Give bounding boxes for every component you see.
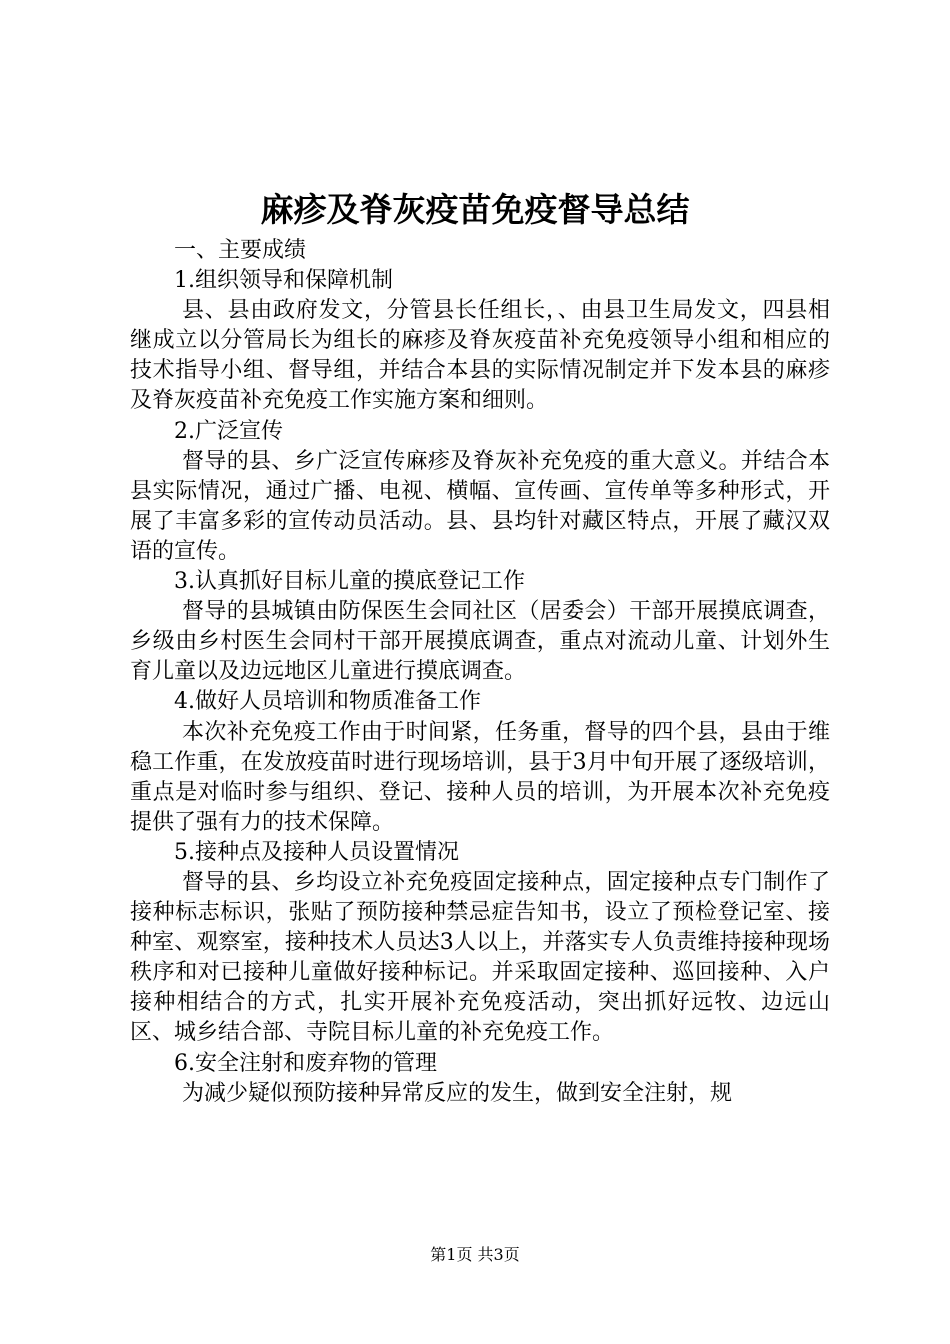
subsection-heading: 2.广泛宣传 bbox=[174, 418, 283, 444]
paragraph: 本次补充免疫工作由于时间紧，任务重，督导的四个县，县由于维稳工作重，在发放疫苗时进行现场培训，县于3月中旬开展了逐级培训，重点是对临时参与组织、登记、接种人员的培训，为开展本次补充免疫提供了强有力的技术保障。 bbox=[130, 719, 830, 835]
subsection-heading: 4.做好人员培训和物质准备工作 bbox=[174, 689, 481, 715]
paragraph: 督导的县城镇由防保医生会同社区（居委会）干部开展摸底调查，乡级由乡村医生会同村干部开展摸底调查，重点对流动儿童、计划外生育儿童以及边远地区儿童进行摸底调查。 bbox=[130, 599, 830, 685]
paragraph: 督导的县、乡均设立补充免疫固定接种点，固定接种点专门制作了接种标志标识，张贴了预防接种禁忌症告知书，设立了预检登记室、接种室、观察室，接种技术人员达3人以上，并落实专人负责维持接种现场秩序和对已接种儿童做好接种标记。并采取固定接种、巡回接种、入户接种相结合的方式，扎实开展补充免疫活动，突出抓好远牧、边远山区、城乡结合部、寺院目标儿童的补充免疫工作。 bbox=[130, 869, 830, 1046]
paragraph: 督导的县、乡广泛宣传麻疹及脊灰补充免疫的重大意义。并结合本县实际情况，通过广播、电视、横幅、宣传画、宣传单等多种形式，开展了丰富多彩的宣传动员活动。县、县均针对藏区特点，开展了藏汉双语的宣传。 bbox=[130, 448, 830, 564]
subsection-heading: 1.组织领导和保障机制 bbox=[174, 268, 393, 294]
paragraph: 为减少疑似预防接种异常反应的发生，做到安全注射，规 bbox=[182, 1080, 733, 1106]
section-heading: 一、主要成绩 bbox=[174, 238, 307, 263]
document-title: 麻疹及脊灰疫苗免疫督导总结 bbox=[260, 190, 690, 229]
subsection-heading: 3.认真抓好目标儿童的摸底登记工作 bbox=[174, 569, 525, 595]
paragraph: 县、县由政府发文，分管县长任组长，、由县卫生局发文，四县相继成立以分管局长为组长的麻疹及脊灰疫苗补充免疫领导小组和相应的技术指导小组、督导组，并结合本县的实际情况制定并下发本县的麻疹及脊灰疫苗补充免疫工作实施方案和细则。 bbox=[130, 298, 830, 414]
document-body bbox=[130, 236, 830, 1109]
subsection-heading: 6.安全注射和废弃物的管理 bbox=[174, 1050, 437, 1076]
subsection-heading: 5.接种点及接种人员设置情况 bbox=[174, 839, 459, 865]
page-footer: 第1页 共3页 bbox=[430, 1245, 520, 1264]
